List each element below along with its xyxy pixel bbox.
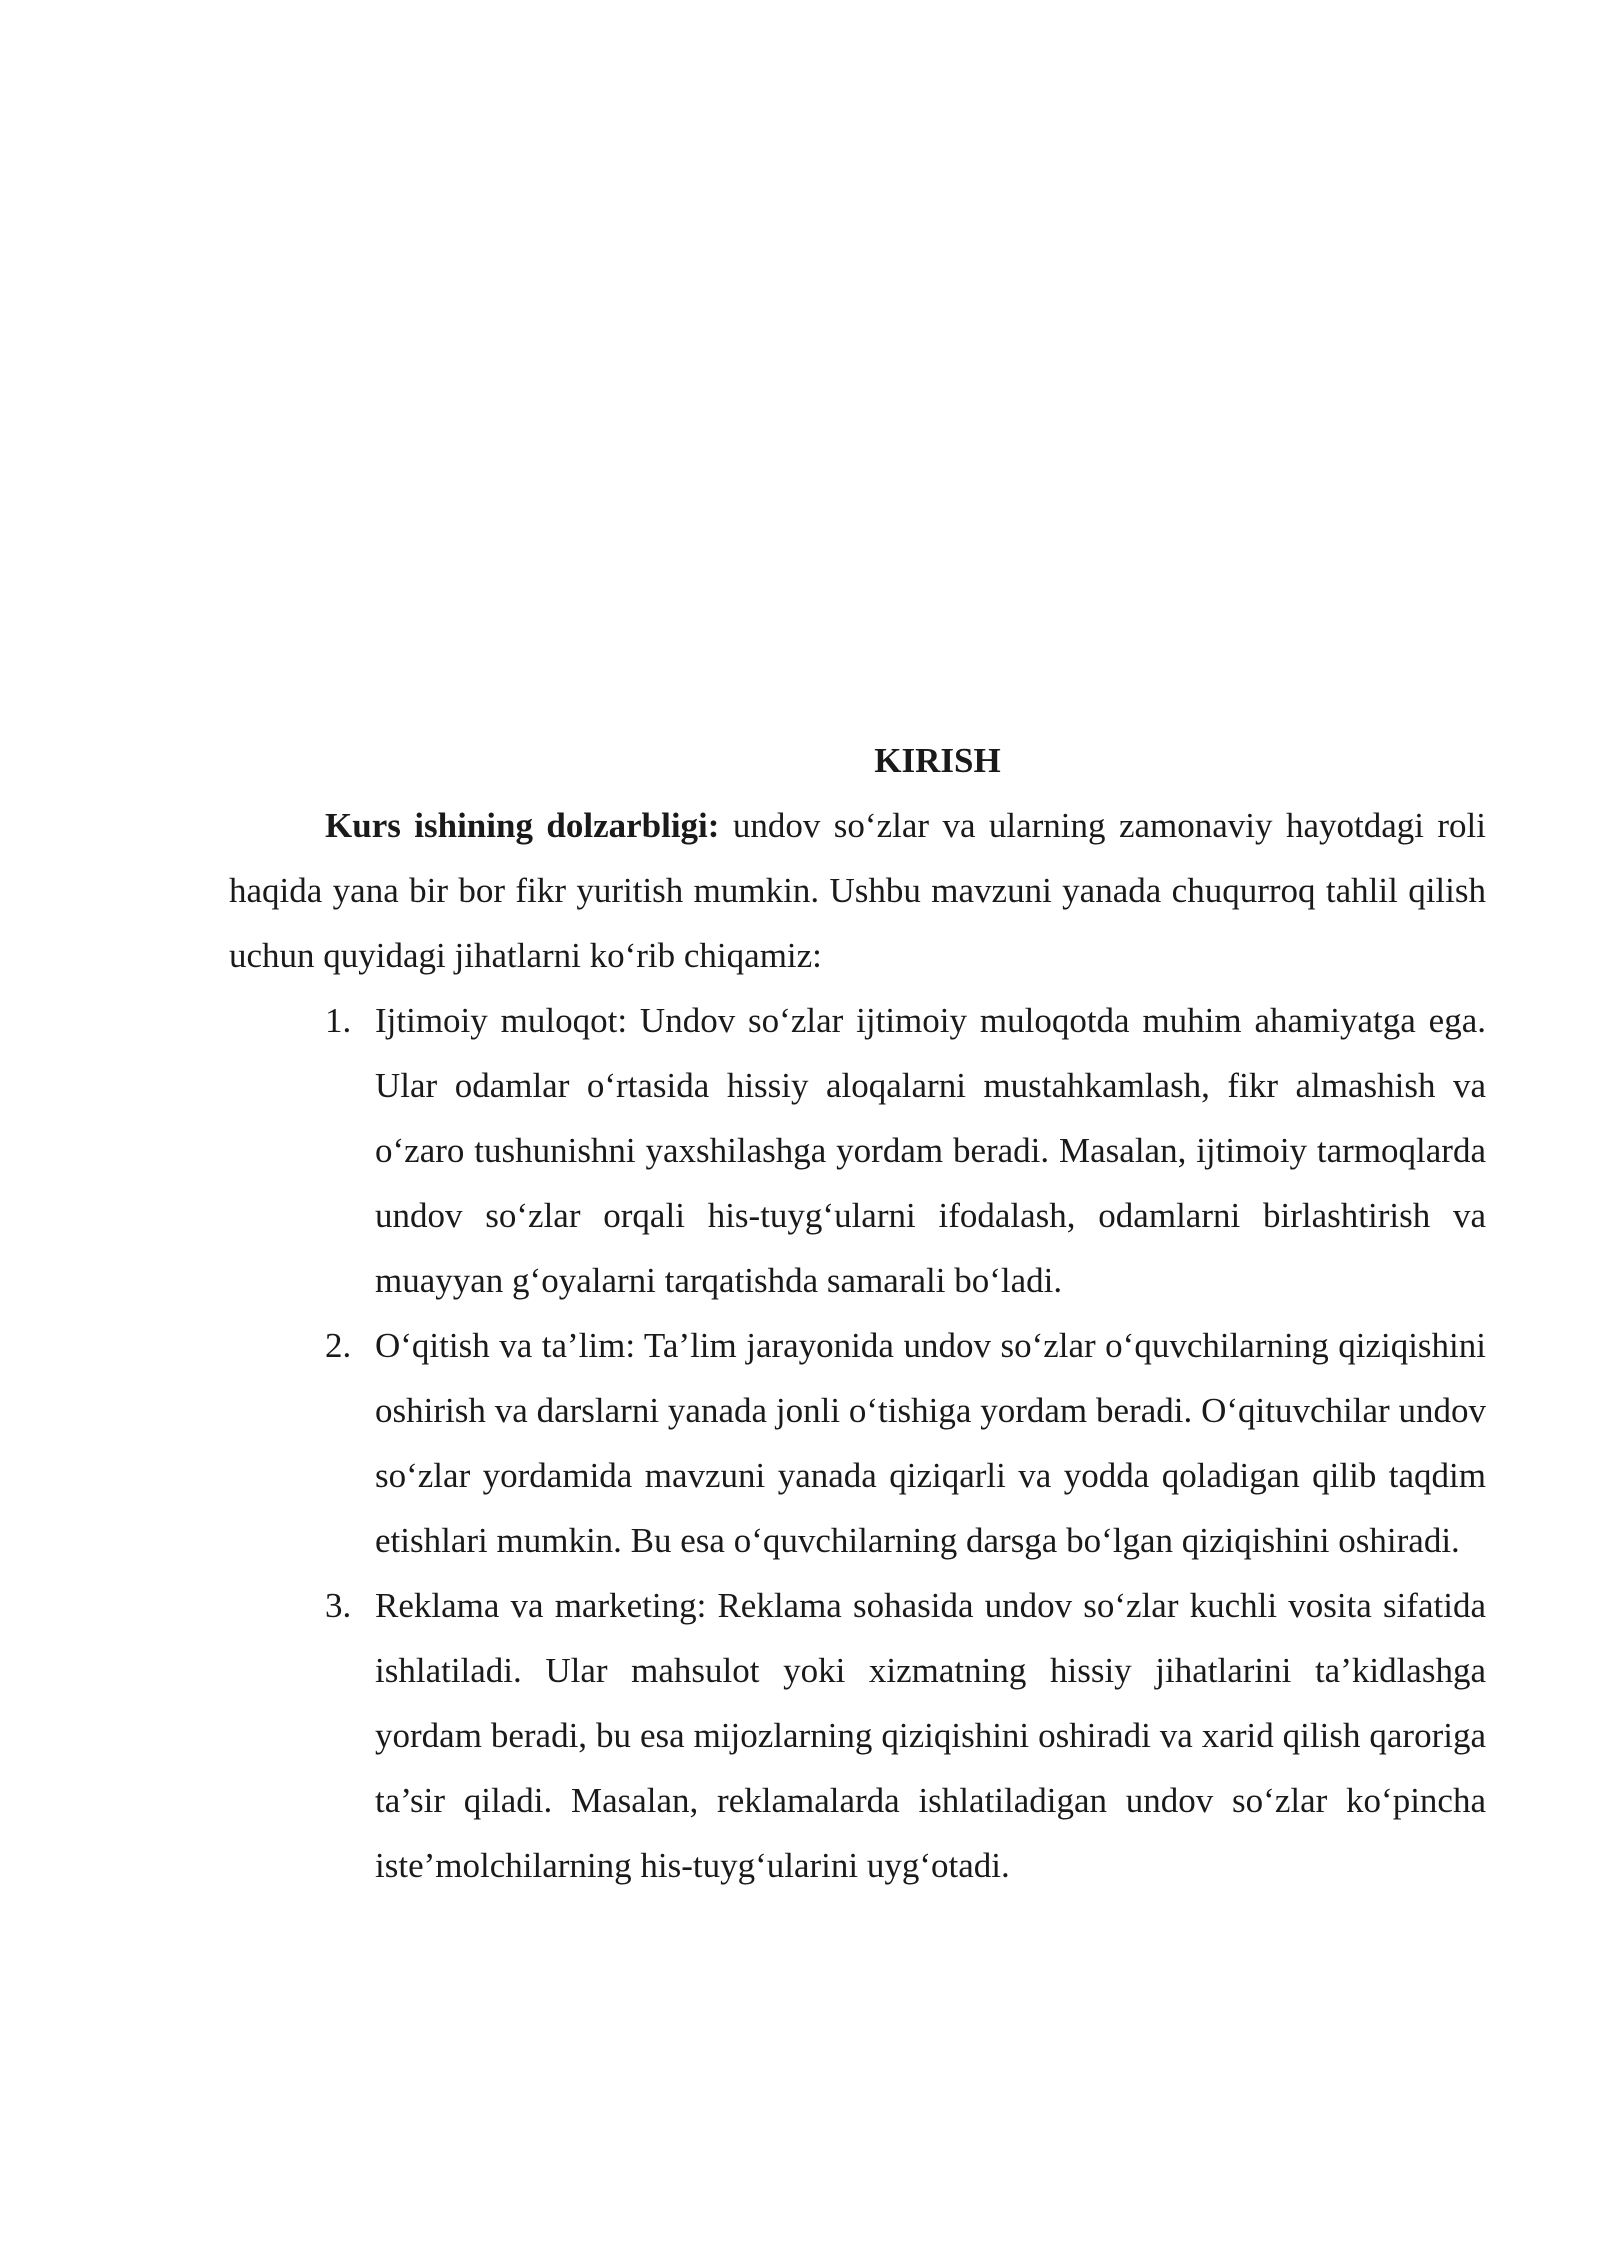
intro-text: undov so‘zlar va ularning zamonaviy hayotdagi roli haqida yana bir bor fikr yuritish mumkin. Ushbu mavzuni yanada chuqurroq tahlil qilish uchun quyidagi jihatlarni ko‘rib chiqamiz: [229,806,1486,975]
section-heading: KIRISH [874,741,1001,780]
aspects-list [229,988,1486,1898]
list-item-text: O‘qitish va ta’lim: Ta’lim jarayonida undov so‘zlar o‘quvchilarning qiziqishini oshirish va darslarni yanada jonli o‘tishiga yordam beradi. O‘qituvchilar undov so‘zlar yordamida mavzuni yanada qiziqarli va yodda qoladigan qilib taqdim etishlari mumkin. Bu esa o‘quvchilarning darsga bo‘lgan qiziqishini oshiradi. [375,1326,1486,1560]
list-item-text: Reklama va marketing: Reklama sohasida undov so‘zlar kuchli vosita sifatida ishlatiladi. Ular mahsulot yoki xizmatning hissiy jihatlarini ta’kidlashga yordam beradi, bu esa mijozlarning qiziqishini oshiradi va xarid qilish qaroriga ta’sir qiladi. Masalan, reklamalarda ishlatiladigan undov so‘zlar ko‘pincha iste’molchilarning his-tuyg‘ularini uyg‘otadi. [375,1586,1486,1885]
list-item-number: 3. [325,1586,352,1625]
list-item [229,1573,1486,1898]
list-item [229,988,1486,1313]
list-item-text: Ijtimoiy muloqot: Undov so‘zlar ijtimoiy muloqotda muhim ahamiyatga ega. Ular odamlar o‘rtasida hissiy aloqalarni mustahkamlash, fikr almashish va o‘zaro tushunishni yaxshilashga yordam beradi. Masalan, ijtimoiy tarmoqlarda undov so‘zlar orqali his-tuyg‘ularni ifodalash, odamlarni birlashtirish va muayyan g‘oyalarni tarqatishda samarali bo‘ladi. [375,1001,1486,1300]
intro-paragraph [229,793,1486,988]
intro-lead: Kurs ishining dolzarbligi: [325,806,720,845]
list-item-number: 2. [325,1326,352,1365]
list-item-number: 1. [325,1001,352,1040]
list-item [229,1313,1486,1573]
document-body [229,728,1486,1898]
